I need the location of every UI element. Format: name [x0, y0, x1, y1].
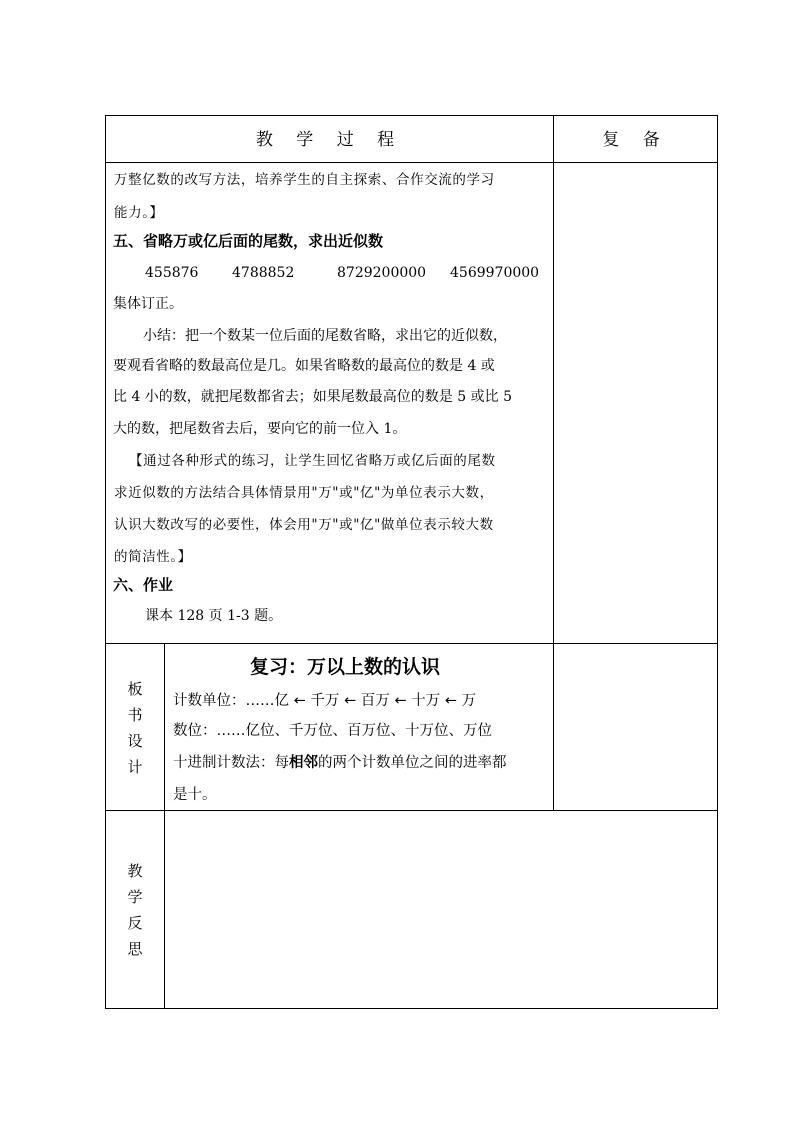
summary-line-3: 比 4 小的数，就把尾数都省去；如果尾数最高位的数是 5 或比 5 — [113, 389, 512, 405]
number-list — [0, 263, 553, 283]
process-bottom-border — [105, 643, 718, 644]
table-bottom-border — [105, 1008, 718, 1009]
collective-correction: 集体订正。 — [113, 296, 183, 312]
section-6-title: 六、作业 — [113, 576, 174, 594]
note-line-1: 【通过各种形式的练习，让学生回忆省略万或亿后面的尾数 — [129, 453, 496, 469]
number-item: 4788852 — [232, 265, 295, 281]
review-column-header: 复 备 — [602, 130, 669, 150]
note-line-2: 求近似数的方法结合具体情景用"万"或"亿"为单位表示大数， — [114, 485, 494, 501]
decimal-emphasis: 相邻 — [289, 755, 318, 771]
reflection-content-area[interactable] — [166, 812, 716, 1007]
number-item: 4569970000 — [450, 265, 540, 281]
reflection-label: 教学反思 — [127, 862, 143, 958]
table-top-border — [105, 115, 718, 116]
intro-line-1: 万整亿数的改写方法，培养学生的自主探索、合作交流的学习 — [114, 172, 495, 188]
decimal-system-line — [173, 753, 507, 773]
board-design-label: 板书设计 — [127, 680, 143, 776]
counting-units-line: 计数单位：……亿 ← 千万 ← 百万 ← 十万 ← 万 — [173, 693, 476, 709]
header-bottom-border — [105, 162, 718, 163]
board-bottom-border — [105, 810, 718, 811]
intro-line-2: 能力。】 — [114, 205, 164, 221]
board-title: 复习：万以上数的认识 — [250, 656, 441, 678]
place-values-line: 数位：……亿位、千万位、百万位、十万位、万位 — [173, 723, 492, 739]
number-item: 455876 — [145, 265, 199, 281]
summary-line-4: 大的数，把尾数省去后，要向它的前一位入 1。 — [113, 421, 407, 437]
decimal-suffix: 的两个计数单位之间的进率都 — [318, 755, 507, 771]
homework-text: 课本 128 页 1-3 题。 — [145, 608, 283, 624]
note-line-4: 的简洁性。】 — [114, 549, 192, 565]
table-left-border — [105, 115, 106, 1009]
summary-line-1: 小结：把一个数某一位后面的尾数省略，求出它的近似数， — [143, 328, 507, 344]
process-column-header: 教 学 过 程 — [255, 130, 404, 150]
table-right-border — [717, 115, 718, 1009]
number-item: 8729200000 — [337, 265, 427, 281]
decimal-system-line-2: 是十。 — [173, 787, 217, 803]
section-5-title: 五、省略万或亿后面的尾数，求出近似数 — [113, 232, 384, 250]
note-line-3: 认识大数改写的必要性，体会用"万"或"亿"做单位表示较大数 — [114, 517, 494, 533]
summary-line-2: 要观看省略的数最高位是几。如果省略数的最高位的数是 4 或 — [113, 358, 495, 374]
review-column-divider — [553, 115, 554, 811]
label-column-divider — [164, 643, 165, 1009]
decimal-prefix: 十进制计数法：每 — [173, 755, 289, 771]
